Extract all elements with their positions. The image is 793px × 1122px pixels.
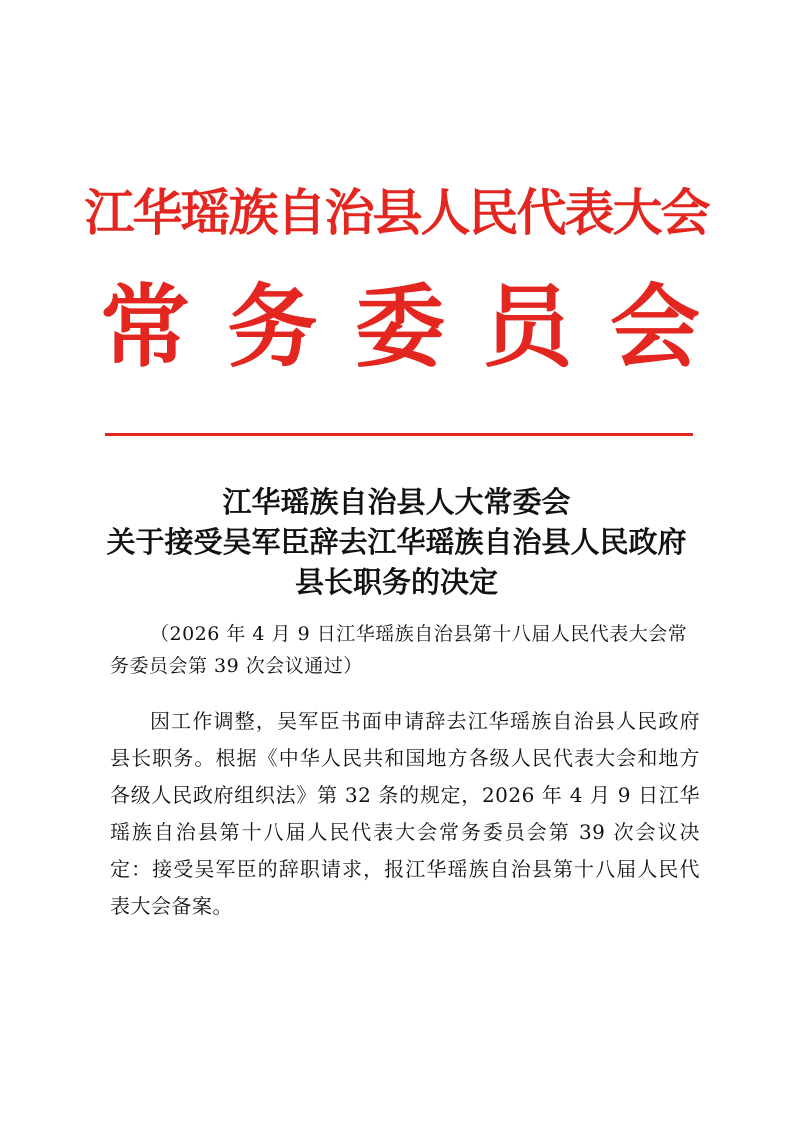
letterhead-committee-char: 会 xyxy=(610,275,700,380)
letterhead-committee-char: 务 xyxy=(227,275,318,380)
letterhead-committee-char: 常 xyxy=(100,275,190,380)
adoption-note: （2026 年 4 月 9 日江华瑶族自治县第十八届人民代表大会常务委员会第 39 次会议通过） xyxy=(110,623,688,677)
letterhead-committee xyxy=(100,275,700,380)
letterhead-committee-char: 委 xyxy=(355,275,445,380)
letterhead-committee-char: 员 xyxy=(482,275,573,380)
document-title-line: 县长职务的决定 xyxy=(294,565,498,599)
document-title-line: 江华瑶族自治县人大常委会 xyxy=(222,485,571,519)
document-title xyxy=(0,482,793,602)
document-title-line: 关于接受吴军臣辞去江华瑶族自治县人民政府 xyxy=(106,525,687,559)
letterhead-organization: 江华瑶族自治县人民代表大会 xyxy=(84,184,709,242)
decision-body-paragraph: 因工作调整，吴军臣书面申请辞去江华瑶族自治县人民政府县长职务。根据《中华人民共和国地方各级人民代表大会和地方各级人民政府组织法》第 32 条的规定，2026 年 4 月 9 日江华瑶族自治县第十八届人民代表大会常务委员会第 39 次会议决定：接受吴军臣的辞职请求，报江华瑶族自治县第十八届人民代表大会备案。 xyxy=(110,709,700,918)
letterhead-divider xyxy=(105,433,693,436)
